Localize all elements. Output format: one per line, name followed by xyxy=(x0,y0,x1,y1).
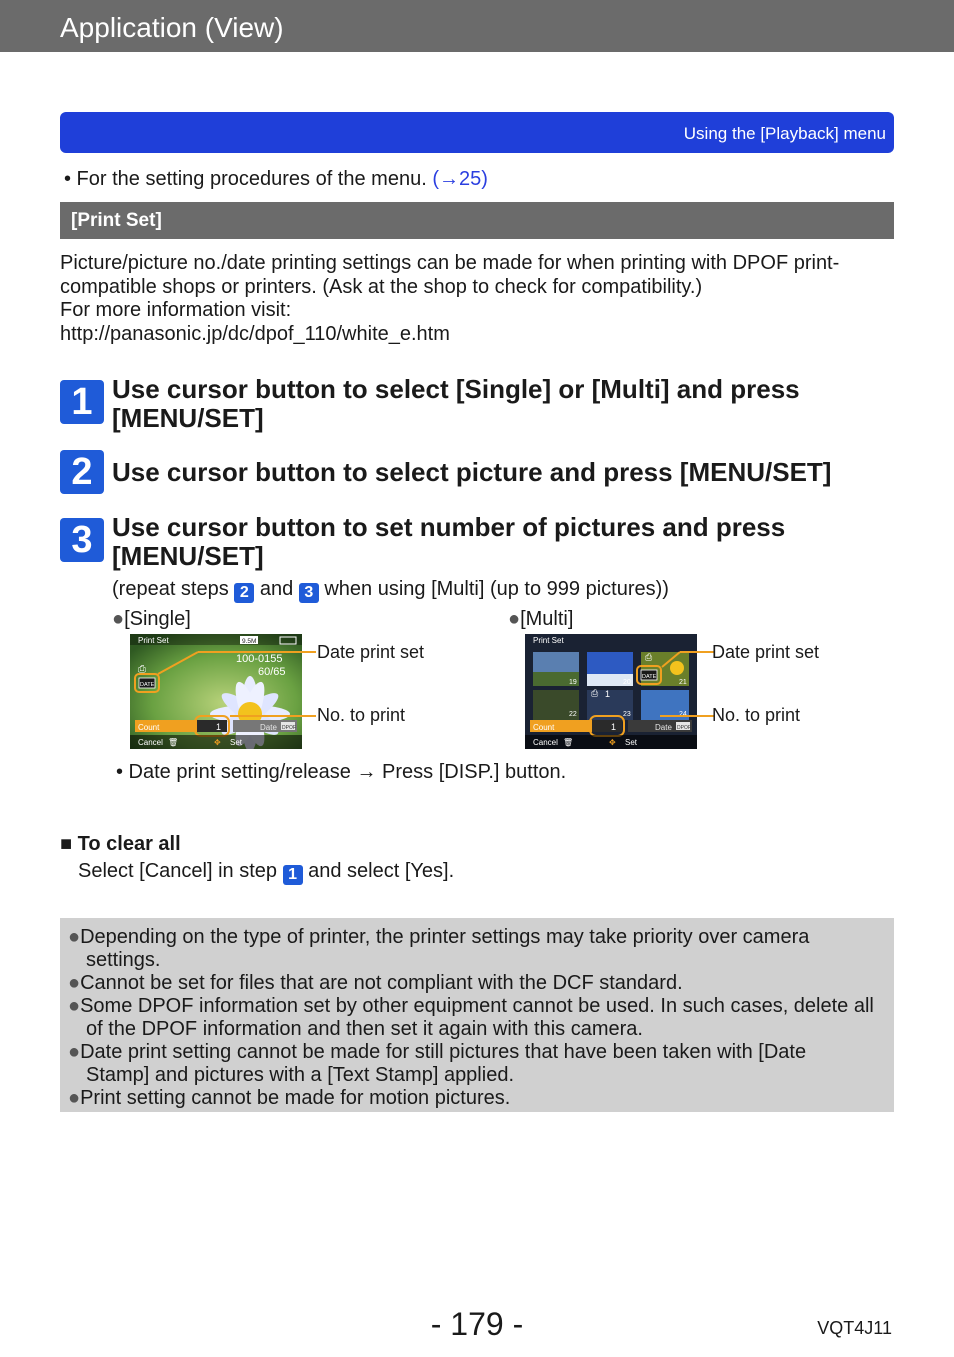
dpof-text: DPOF xyxy=(677,725,691,731)
bullet-icon: ● xyxy=(112,608,125,630)
print-set-section-header xyxy=(60,202,894,239)
clear-step-1-badge: 1 xyxy=(283,865,303,885)
repeat-steps-note xyxy=(112,578,669,603)
bullet-icon: ● xyxy=(68,995,81,1017)
bullet-icon: ● xyxy=(68,1087,81,1109)
picture-fraction: 60/65 xyxy=(258,666,286,678)
count-field xyxy=(592,720,622,732)
thumb-num-22: 22 xyxy=(569,711,577,718)
intro-line-2: For more information visit: xyxy=(60,299,292,321)
bullet-icon: ● xyxy=(68,1041,81,1063)
date-label: Date xyxy=(655,723,672,732)
count-value: 1 xyxy=(216,722,222,732)
cursor-icon: ✥ xyxy=(609,738,616,747)
document-code: VQT4J11 xyxy=(817,1318,892,1338)
page-number: - 179 - xyxy=(430,1306,524,1342)
intro-line-1: Picture/picture no./date printing settings can be made for when printing with DPOF print-compatible shops or printers. (Ask at the shop to check for compatibility.) xyxy=(60,252,840,298)
multi-date-callout: Date print set xyxy=(712,642,820,662)
single-callout-lines xyxy=(156,640,318,740)
repeat-step-2-badge: 2 xyxy=(234,583,254,603)
trash-icon: 🗑 xyxy=(168,738,179,747)
page-header-title: Application (View) xyxy=(60,12,284,43)
section-nav-bar xyxy=(60,112,894,153)
page-ref-link[interactable]: (→25) xyxy=(432,168,488,190)
thumb-num-21: 21 xyxy=(679,679,687,686)
note-item: ●Print setting cannot be made for motion pictures. xyxy=(68,1087,511,1109)
set-label: Set xyxy=(230,738,243,747)
repeat-pre: (repeat steps xyxy=(112,578,235,600)
step-2-badge: 2 xyxy=(60,450,104,494)
intro-url[interactable]: http://panasonic.jp/dc/dpof_110/white_e.htm xyxy=(60,322,450,345)
multi-label xyxy=(508,608,573,631)
printer-mark-icon: ⎙ xyxy=(591,689,599,699)
clear-all-heading xyxy=(60,833,181,856)
clear-all-instruction xyxy=(78,860,454,885)
clear-all-title: To clear all xyxy=(77,833,181,855)
step-1-badge: 1 xyxy=(60,380,104,424)
thumb-num-24: 24 xyxy=(679,711,687,718)
date-callout-line xyxy=(662,652,680,667)
resolution-text: 9.5M xyxy=(242,638,257,645)
repeat-step-3-badge: 3 xyxy=(299,583,319,603)
bullet-icon: ● xyxy=(68,972,81,994)
dpof-text: DPOF xyxy=(282,725,296,731)
multi-label-text: [Multi] xyxy=(520,608,574,630)
screen-title: Print Set xyxy=(138,636,169,645)
repeat-post: when using [Multi] (up to 999 pictures)) xyxy=(318,578,669,600)
date-print-note: • Date print setting/release → Press [DISP.] button. xyxy=(116,761,567,783)
step-3-title: Use cursor button to set number of pictures and press [MENU/SET] xyxy=(112,512,786,571)
notes-list xyxy=(60,918,894,1110)
count-label: Count xyxy=(533,723,555,732)
clear-all-post: and select [Yes]. xyxy=(302,860,455,882)
single-label-text: [Single] xyxy=(124,608,191,630)
multi-callout-lines xyxy=(660,640,716,740)
printer-mark-icon-2: ⎙ xyxy=(645,653,653,663)
section-nav-label: Using the [Playback] menu xyxy=(683,124,886,143)
bullet-icon: ● xyxy=(68,926,81,948)
print-set-title: [Print Set] xyxy=(71,210,162,231)
intro-paragraph xyxy=(60,252,894,346)
square-bullet-icon: ■ xyxy=(60,833,73,855)
date-icon-text: DATE xyxy=(140,682,155,688)
single-label xyxy=(112,608,191,631)
menu-procedure-note xyxy=(64,168,488,191)
multi-count-callout: No. to print xyxy=(712,705,801,725)
file-number: 100-0155 xyxy=(236,653,283,665)
repeat-mid: and xyxy=(254,578,299,600)
notes-box xyxy=(60,918,894,1112)
date-callout-line xyxy=(158,652,198,674)
print-mark-count: 1 xyxy=(605,689,611,699)
cancel-label: Cancel xyxy=(138,738,163,747)
note-item: ●Depending on the type of printer, the printer settings may take priority over camera settings. xyxy=(68,926,810,971)
cursor-icon: ✥ xyxy=(214,738,221,747)
step-1-title: Use cursor button to select [Single] or [Multi] and press [MENU/SET] xyxy=(112,374,800,433)
screen-title: Print Set xyxy=(533,636,564,645)
clear-all-pre: Select [Cancel] in step xyxy=(78,860,283,882)
note-item: ●Date print setting cannot be made for still pictures that have been taken with [Date Stamp] and pictures with a [Text Stamp] applied. xyxy=(68,1041,807,1086)
set-label: Set xyxy=(625,738,638,747)
single-count-callout: No. to print xyxy=(317,705,406,725)
cancel-label: Cancel xyxy=(533,738,558,747)
bullet-icon: ● xyxy=(508,608,521,630)
step-3-badge: 3 xyxy=(60,518,104,562)
note-item: ●Some DPOF information set by other equipment cannot be used. In such cases, delete all of the DPOF information and then set it again with this camera. xyxy=(68,995,874,1040)
trash-icon: 🗑 xyxy=(563,738,574,747)
date-icon-text: DATE xyxy=(642,674,657,680)
thumb-num-19: 19 xyxy=(569,679,577,686)
printer-icon: ⎙ xyxy=(138,664,146,675)
note-item: ●Cannot be set for files that are not compliant with the DCF standard. xyxy=(68,972,683,994)
count-value: 1 xyxy=(611,722,617,732)
thumb-num-23: 23 xyxy=(623,711,631,718)
menu-procedure-text: • For the setting procedures of the menu. xyxy=(64,168,433,190)
step-2-title: Use cursor button to select picture and press [MENU/SET] xyxy=(112,457,832,487)
date-label: Date xyxy=(260,723,277,732)
thumb-num-20: 20 xyxy=(623,679,631,686)
count-label: Count xyxy=(138,723,160,732)
single-date-callout: Date print set xyxy=(317,642,425,662)
